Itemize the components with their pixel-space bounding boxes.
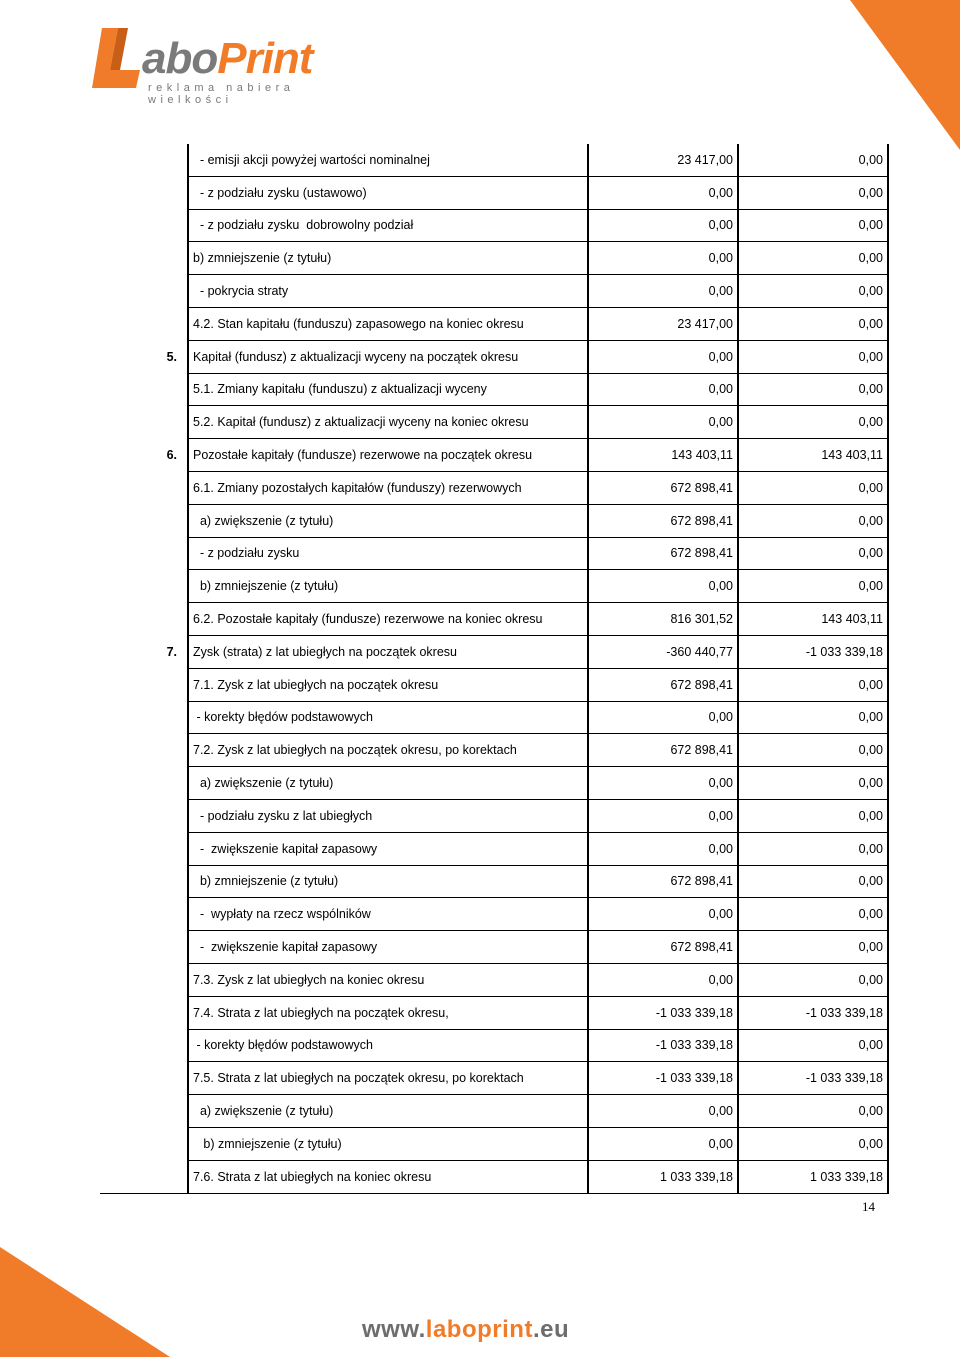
row-value-previous: -1 033 339,18 — [738, 635, 888, 668]
row-description: 7.1. Zysk z lat ubiegłych na początek okresu — [188, 668, 588, 701]
row-value-previous: 0,00 — [738, 471, 888, 504]
row-value-current: 0,00 — [588, 176, 738, 209]
row-value-current: 0,00 — [588, 1127, 738, 1160]
row-number: 7. — [166, 644, 177, 659]
table-row — [100, 537, 888, 570]
footer-url: www.laboprint.eu — [362, 1316, 570, 1343]
row-number — [100, 865, 188, 898]
row-value-previous: -1 033 339,18 — [738, 1062, 888, 1095]
row-value-current: 0,00 — [588, 275, 738, 308]
row-value-current: 0,00 — [588, 340, 738, 373]
row-number — [100, 570, 188, 603]
table-row — [100, 471, 888, 504]
row-description: - podziału zysku z lat ubiegłych — [188, 799, 588, 832]
row-value-previous: 0,00 — [738, 537, 888, 570]
row-value-previous: 0,00 — [738, 275, 888, 308]
row-number: 6. — [166, 448, 177, 463]
row-number: 5. — [166, 349, 177, 364]
table-row — [100, 635, 888, 668]
row-description: a) zwiększenie (z tytułu) — [188, 1095, 588, 1128]
row-value-current: 0,00 — [588, 242, 738, 275]
table-row — [100, 144, 888, 176]
row-description: a) zwiększenie (z tytułu) — [188, 767, 588, 800]
row-number — [100, 144, 188, 176]
row-value-current: 23 417,00 — [588, 307, 738, 340]
row-value-previous: 0,00 — [738, 898, 888, 931]
logo-wordmark: aboPrint — [142, 34, 313, 83]
row-number — [100, 603, 188, 636]
row-number — [100, 701, 188, 734]
row-number — [100, 898, 188, 931]
table-row — [100, 1160, 888, 1193]
row-value-current: -1 033 339,18 — [588, 996, 738, 1029]
row-value-previous: 0,00 — [738, 406, 888, 439]
row-value-current: -1 033 339,18 — [588, 1062, 738, 1095]
row-description: 7.5. Strata z lat ubiegłych na początek okresu, po korektach — [188, 1062, 588, 1095]
row-description: b) zmniejszenie (z tytułu) — [188, 1127, 588, 1160]
row-value-current: 0,00 — [588, 963, 738, 996]
row-value-current: 672 898,41 — [588, 734, 738, 767]
row-description: - wypłaty na rzecz wspólników — [188, 898, 588, 931]
corner-decoration-bottom-left — [0, 1247, 170, 1357]
row-value-current: 672 898,41 — [588, 537, 738, 570]
row-value-current: 143 403,11 — [588, 439, 738, 472]
row-description: Zysk (strata) z lat ubiegłych na początek okresu — [188, 635, 588, 668]
table-row — [100, 996, 888, 1029]
row-value-current: -1 033 339,18 — [588, 1029, 738, 1062]
row-value-current: 0,00 — [588, 898, 738, 931]
table-row — [100, 963, 888, 996]
row-number — [100, 668, 188, 701]
table-row — [100, 1062, 888, 1095]
row-number — [100, 832, 188, 865]
table-row — [100, 504, 888, 537]
row-value-previous: 143 403,11 — [738, 603, 888, 636]
table-row — [100, 406, 888, 439]
row-value-previous: 0,00 — [738, 307, 888, 340]
row-description: b) zmniejszenie (z tytułu) — [188, 570, 588, 603]
row-description: b) zmniejszenie (z tytułu) — [188, 865, 588, 898]
table-row — [100, 570, 888, 603]
row-value-previous: 0,00 — [738, 668, 888, 701]
table-row — [100, 275, 888, 308]
row-number — [100, 1127, 188, 1160]
page-number: 14 — [862, 1199, 875, 1214]
row-description: Kapitał (fundusz) z aktualizacji wyceny na początek okresu — [188, 340, 588, 373]
row-value-current: 0,00 — [588, 209, 738, 242]
row-description: - zwiększenie kapitał zapasowy — [188, 832, 588, 865]
row-number — [100, 996, 188, 1029]
table-row — [100, 439, 888, 472]
laboprint-logo — [88, 24, 348, 104]
row-description: 5.2. Kapitał (fundusz) z aktualizacji wyceny na koniec okresu — [188, 406, 588, 439]
table-row — [100, 307, 888, 340]
row-value-current: 23 417,00 — [588, 144, 738, 176]
row-value-previous: 0,00 — [738, 176, 888, 209]
row-value-previous: 0,00 — [738, 1029, 888, 1062]
row-value-previous: 0,00 — [738, 340, 888, 373]
row-number — [100, 406, 188, 439]
row-number — [100, 1062, 188, 1095]
table-row — [100, 799, 888, 832]
table-row — [100, 701, 888, 734]
row-value-current: 0,00 — [588, 767, 738, 800]
row-description: - z podziału zysku — [188, 537, 588, 570]
row-description: 5.1. Zmiany kapitału (funduszu) z aktualizacji wyceny — [188, 373, 588, 406]
row-value-previous: 0,00 — [738, 242, 888, 275]
row-description: 7.2. Zysk z lat ubiegłych na początek okresu, po korektach — [188, 734, 588, 767]
row-value-previous: 0,00 — [738, 1127, 888, 1160]
corner-decoration-top-right — [850, 0, 960, 150]
row-value-previous: 1 033 339,18 — [738, 1160, 888, 1193]
table-row — [100, 668, 888, 701]
row-description: b) zmniejszenie (z tytułu) — [188, 242, 588, 275]
table-row — [100, 1127, 888, 1160]
row-value-previous: 0,00 — [738, 144, 888, 176]
row-description: 6.1. Zmiany pozostałych kapitałów (funduszy) rezerwowych — [188, 471, 588, 504]
row-description: - zwiększenie kapitał zapasowy — [188, 931, 588, 964]
row-description: - z podziału zysku (ustawowo) — [188, 176, 588, 209]
row-number — [100, 504, 188, 537]
row-value-current: 1 033 339,18 — [588, 1160, 738, 1193]
row-value-previous: 143 403,11 — [738, 439, 888, 472]
table-row — [100, 603, 888, 636]
row-number — [100, 209, 188, 242]
table-row — [100, 340, 888, 373]
row-value-current: 0,00 — [588, 406, 738, 439]
row-value-previous: 0,00 — [738, 767, 888, 800]
row-value-previous: -1 033 339,18 — [738, 996, 888, 1029]
row-number — [100, 471, 188, 504]
row-value-current: 672 898,41 — [588, 668, 738, 701]
row-number — [100, 1095, 188, 1128]
row-number — [100, 176, 188, 209]
table-row — [100, 1095, 888, 1128]
logo-l-icon — [88, 24, 150, 94]
row-value-current: 0,00 — [588, 799, 738, 832]
row-value-current: 0,00 — [588, 1095, 738, 1128]
row-number — [100, 307, 188, 340]
table-row — [100, 176, 888, 209]
table-body — [100, 144, 888, 1193]
row-number — [100, 799, 188, 832]
table-row — [100, 734, 888, 767]
table-row — [100, 1029, 888, 1062]
row-number — [100, 1029, 188, 1062]
row-value-previous: 0,00 — [738, 701, 888, 734]
row-description: - z podziału zysku dobrowolny podział — [188, 209, 588, 242]
row-description: - korekty błędów podstawowych — [188, 701, 588, 734]
row-number — [100, 931, 188, 964]
row-value-current: 672 898,41 — [588, 931, 738, 964]
row-value-previous: 0,00 — [738, 799, 888, 832]
row-number — [100, 767, 188, 800]
row-description: 6.2. Pozostałe kapitały (fundusze) rezerwowe na koniec okresu — [188, 603, 588, 636]
row-number — [100, 373, 188, 406]
row-description: 7.3. Zysk z lat ubiegłych na koniec okresu — [188, 963, 588, 996]
row-value-previous: 0,00 — [738, 963, 888, 996]
row-value-previous: 0,00 — [738, 1095, 888, 1128]
row-value-current: 672 898,41 — [588, 504, 738, 537]
row-value-previous: 0,00 — [738, 734, 888, 767]
row-number — [100, 1160, 188, 1193]
logo-tagline: reklama nabiera wielkości — [148, 82, 295, 106]
row-description: 7.6. Strata z lat ubiegłych na koniec okresu — [188, 1160, 588, 1193]
table-row — [100, 832, 888, 865]
row-value-current: 0,00 — [588, 832, 738, 865]
row-value-previous: 0,00 — [738, 865, 888, 898]
row-value-current: 0,00 — [588, 701, 738, 734]
table-row — [100, 898, 888, 931]
table-row — [100, 209, 888, 242]
row-value-current: 816 301,52 — [588, 603, 738, 636]
table-row — [100, 242, 888, 275]
table-row — [100, 931, 888, 964]
row-number — [100, 537, 188, 570]
row-description: a) zwiększenie (z tytułu) — [188, 504, 588, 537]
row-description: Pozostałe kapitały (fundusze) rezerwowe na początek okresu — [188, 439, 588, 472]
row-value-previous: 0,00 — [738, 931, 888, 964]
row-value-current: 0,00 — [588, 570, 738, 603]
row-description: - emisji akcji powyżej wartości nominalnej — [188, 144, 588, 176]
row-value-previous: 0,00 — [738, 570, 888, 603]
row-number — [100, 963, 188, 996]
table-row — [100, 865, 888, 898]
equity-changes-table — [100, 144, 889, 1194]
row-value-current: 672 898,41 — [588, 471, 738, 504]
row-value-current: 0,00 — [588, 373, 738, 406]
row-description: - korekty błędów podstawowych — [188, 1029, 588, 1062]
row-value-previous: 0,00 — [738, 504, 888, 537]
row-value-previous: 0,00 — [738, 832, 888, 865]
row-description: 4.2. Stan kapitału (funduszu) zapasowego na koniec okresu — [188, 307, 588, 340]
row-value-current: 672 898,41 — [588, 865, 738, 898]
row-value-previous: 0,00 — [738, 373, 888, 406]
row-number — [100, 275, 188, 308]
row-number — [100, 242, 188, 275]
table-row — [100, 373, 888, 406]
row-number — [100, 734, 188, 767]
table-row — [100, 767, 888, 800]
row-value-previous: 0,00 — [738, 209, 888, 242]
row-description: 7.4. Strata z lat ubiegłych na początek okresu, — [188, 996, 588, 1029]
row-description: - pokrycia straty — [188, 275, 588, 308]
row-value-current: -360 440,77 — [588, 635, 738, 668]
